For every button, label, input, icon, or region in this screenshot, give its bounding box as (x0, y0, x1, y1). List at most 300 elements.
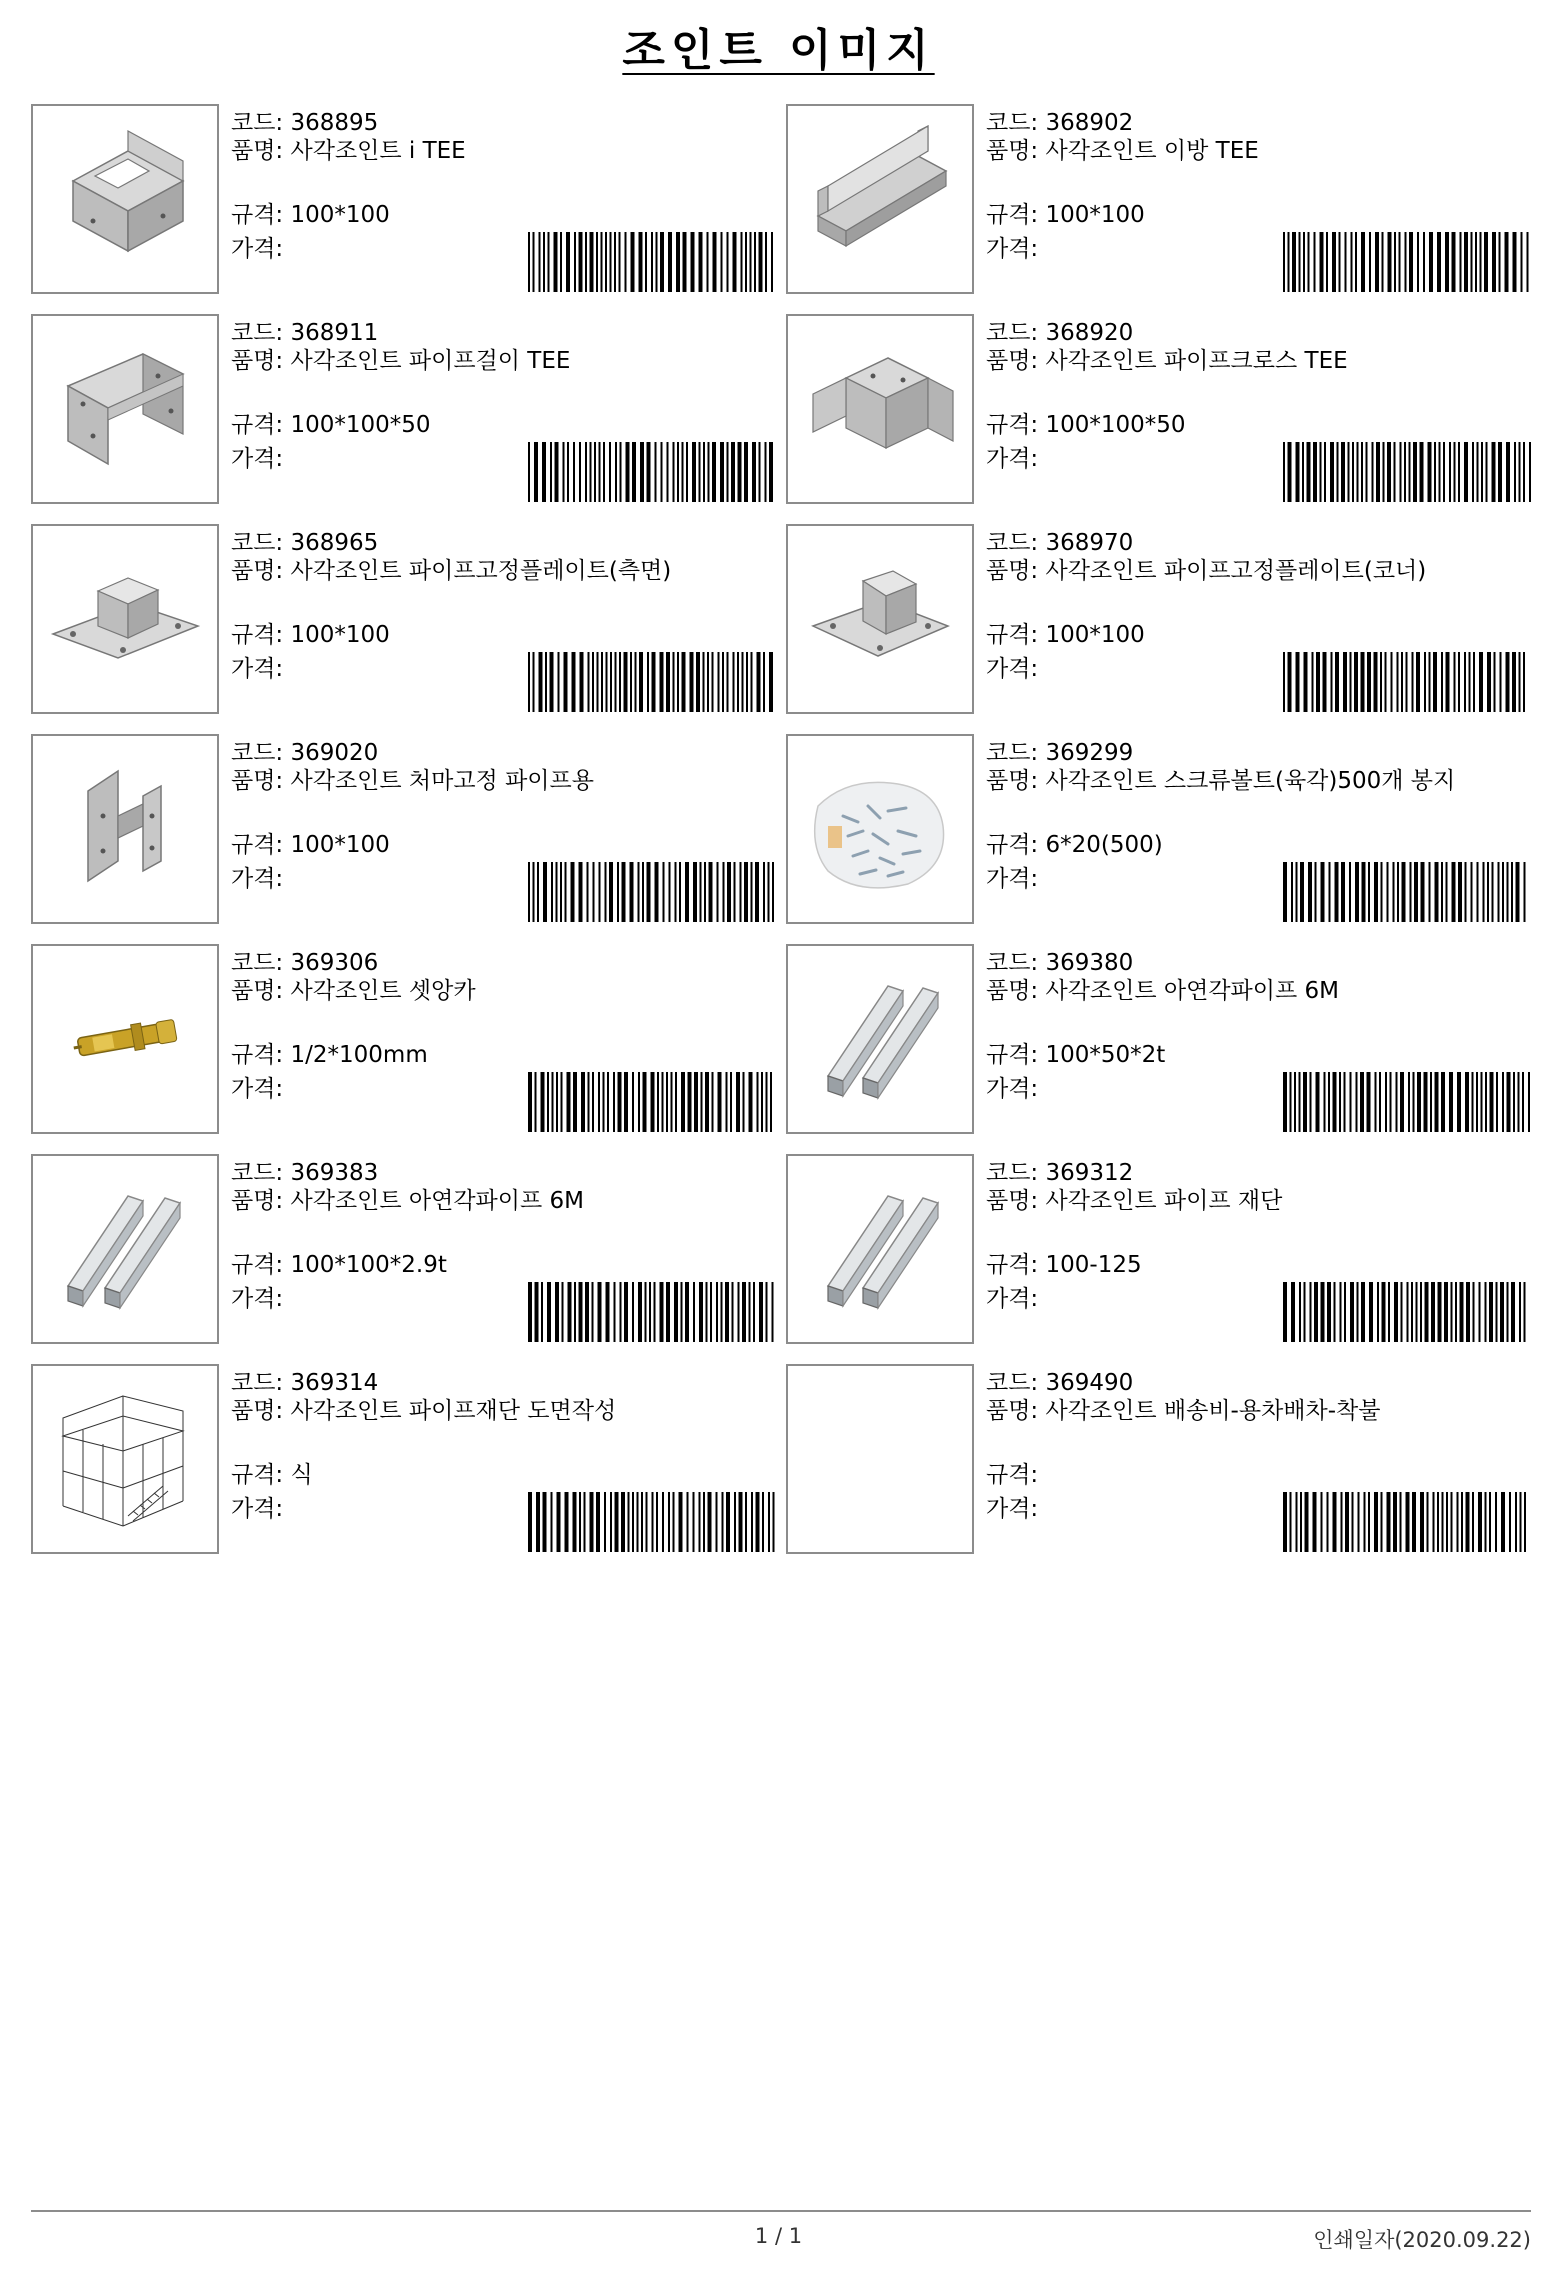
product-name: 품명: 사각조인트 셋앙카 (231, 978, 476, 1004)
product-price: 가격: (986, 866, 1046, 892)
barcode-bar (718, 652, 720, 712)
barcode-bar (1461, 1492, 1463, 1552)
barcode-bar (1454, 442, 1456, 502)
product-name: 품명: 사각조인트 이방 TEE (986, 138, 1259, 164)
product-code: 코드: 369490 (986, 1370, 1134, 1396)
product-card[interactable] (786, 944, 1531, 1134)
barcode-bar (1333, 1072, 1337, 1132)
base-plate-side-icon (33, 526, 217, 712)
product-price: 가격: (986, 1286, 1046, 1312)
barcode-bar (1368, 862, 1370, 922)
barcode-bar (1310, 1072, 1312, 1132)
barcode-bar (543, 232, 545, 292)
barcode-bar (675, 862, 677, 922)
barcode-bar (699, 232, 703, 292)
barcode-bar (1412, 652, 1414, 712)
product-image (786, 314, 974, 504)
barcode-bar (1420, 1492, 1424, 1552)
barcode-bar (1511, 862, 1513, 922)
barcode-bar (584, 1492, 586, 1552)
barcode-bar (596, 232, 598, 292)
product-name: 품명: 사각조인트 파이프크로스 TEE (986, 348, 1348, 374)
barcode-bar (637, 1492, 639, 1552)
barcode-bar (615, 442, 617, 502)
product-code: 코드: 369380 (986, 950, 1134, 976)
barcode-bar (756, 1492, 760, 1552)
barcode-bar (1329, 862, 1331, 922)
barcode-bar (1446, 862, 1448, 922)
barcode-bar (1424, 652, 1426, 712)
barcode-bar (1413, 1072, 1415, 1132)
barcode-bar (675, 1072, 677, 1132)
product-price: 가격: (231, 446, 291, 472)
barcode-bar (574, 232, 576, 292)
barcode-bar (773, 1492, 775, 1552)
barcode-bar (1383, 442, 1385, 502)
barcode-bar (1387, 1492, 1391, 1552)
barcode-bar (1302, 442, 1304, 502)
product-code: 코드: 369383 (231, 1160, 379, 1186)
barcode-bar (1283, 442, 1285, 502)
barcode-bar (1449, 1072, 1453, 1132)
barcode-bar (581, 1072, 585, 1132)
barcode-bar (751, 652, 753, 712)
barcode-bar (580, 652, 584, 712)
barcode-bar (1393, 1492, 1397, 1552)
barcode-bar (539, 652, 543, 712)
product-price: 가격: (231, 1076, 291, 1102)
barcode-bar (681, 1282, 683, 1342)
barcode-bar (772, 1282, 774, 1342)
barcode-bar (769, 652, 773, 712)
barcode-bar (1335, 652, 1339, 712)
barcode-bar (541, 1282, 543, 1342)
barcode-bar (638, 1282, 642, 1342)
barcode-bar (1288, 652, 1292, 712)
barcode-bar (705, 1072, 709, 1132)
barcode-bar (751, 1492, 753, 1552)
barcode-bar (739, 1492, 743, 1552)
barcode-bar (552, 1072, 554, 1132)
barcode (528, 652, 776, 712)
barcode-bar (622, 862, 626, 922)
barcode-bar (738, 442, 742, 502)
product-code: 코드: 369314 (231, 1370, 379, 1396)
barcode-bar (1327, 1282, 1331, 1342)
product-card[interactable] (31, 944, 776, 1134)
barcode-bar (1345, 1492, 1349, 1552)
barcode-bar (677, 652, 679, 712)
barcode-bar (1369, 1282, 1373, 1342)
barcode-bar (534, 442, 538, 502)
barcode-bar (662, 1492, 664, 1552)
barcode-bar (693, 1492, 695, 1552)
barcode-bar (1413, 442, 1417, 502)
barcode-bar (567, 1072, 571, 1132)
barcode-bar (624, 652, 628, 712)
product-card[interactable] (31, 524, 776, 714)
barcode-bar (605, 232, 607, 292)
barcode-bar (1366, 442, 1368, 502)
barcode-bar (656, 1492, 658, 1552)
barcode-bar (1324, 1072, 1326, 1132)
product-card[interactable] (31, 314, 776, 504)
barcode-bar (1303, 1072, 1307, 1132)
barcode-bar (605, 862, 607, 922)
barcode-bar (706, 1282, 708, 1342)
barcode-bar (1465, 862, 1467, 922)
barcode-bar (704, 862, 706, 922)
barcode-bar (1350, 1282, 1354, 1342)
barcode-bar (638, 862, 640, 922)
barcode-bar (1339, 232, 1341, 292)
barcode-bar (625, 232, 627, 292)
barcode-bar (621, 1492, 625, 1552)
product-card[interactable] (786, 1364, 1531, 1554)
barcode-bar (649, 1282, 651, 1342)
barcode-bar (1313, 442, 1317, 502)
barcode-bar (641, 1492, 643, 1552)
barcode-bar (685, 862, 689, 922)
barcode-bar (550, 652, 554, 712)
barcode-bar (624, 1282, 628, 1342)
product-price: 가격: (986, 446, 1046, 472)
barcode-bar (557, 1492, 561, 1552)
product-code: 코드: 369020 (231, 740, 379, 766)
barcode-bar (699, 442, 701, 502)
barcode-bar (651, 232, 653, 292)
barcode-bar (620, 442, 622, 502)
barcode-bar (1438, 1282, 1442, 1342)
barcode-bar (1416, 1282, 1418, 1342)
barcode-bar (721, 232, 723, 292)
barcode-bar (1283, 1492, 1287, 1552)
barcode-bar (632, 442, 636, 502)
barcode-bar (638, 1072, 640, 1132)
barcode-bar (1369, 232, 1371, 292)
barcode-bar (654, 1282, 656, 1342)
barcode-bar (717, 862, 719, 922)
barcode-bar (596, 1492, 600, 1552)
barcode-bar (1292, 232, 1296, 292)
barcode-bar (1394, 1282, 1398, 1342)
barcode-bar (528, 652, 530, 712)
barcode-bar (1299, 232, 1301, 292)
barcode-bar (1513, 232, 1517, 292)
barcode-bar (1308, 232, 1310, 292)
barcode-bar (1402, 862, 1406, 922)
barcode-bar (1511, 1282, 1515, 1342)
barcode-bar (1305, 1492, 1309, 1552)
barcode (528, 862, 776, 922)
barcode-bar (768, 1492, 770, 1552)
barcode (528, 1492, 776, 1552)
barcode-bar (1331, 652, 1333, 712)
barcode-bar (1382, 1282, 1386, 1342)
barcode-bar (727, 232, 729, 292)
barcode-bar (543, 1492, 547, 1552)
barcode-bar (579, 862, 583, 922)
barcode-bar (666, 1282, 670, 1342)
barcode-bar (1528, 1072, 1530, 1132)
barcode-bar (1393, 862, 1395, 922)
barcode-bar (560, 862, 562, 922)
barcode-bar (712, 652, 714, 712)
barcode-bar (601, 232, 603, 292)
product-card[interactable] (31, 1154, 776, 1344)
product-name: 품명: 사각조인트 파이프걸이 TEE (231, 348, 571, 374)
barcode-bar (579, 1492, 581, 1552)
barcode-bar (1357, 442, 1359, 502)
barcode-bar (1334, 1282, 1336, 1342)
barcode-bar (1496, 1282, 1498, 1342)
barcode-bar (585, 1282, 589, 1342)
barcode-bar (681, 1072, 685, 1132)
product-card[interactable] (786, 1154, 1531, 1344)
barcode-bar (619, 232, 621, 292)
barcode-bar (1452, 232, 1456, 292)
barcode-bar (1296, 862, 1298, 922)
barcode-bar (571, 862, 575, 922)
barcode-bar (671, 1072, 673, 1132)
barcode-bar (1361, 232, 1365, 292)
page-title: 조인트 이미지 (622, 25, 935, 76)
barcode-bar (1374, 1492, 1378, 1552)
barcode-bar (710, 1282, 712, 1342)
product-image (31, 314, 219, 504)
barcode-bar (1339, 1072, 1341, 1132)
barcode-bar (1471, 232, 1473, 292)
barcode-bar (708, 442, 710, 502)
barcode-bar (1412, 1492, 1416, 1552)
barcode-bar (1401, 652, 1403, 712)
print-date: 인쇄일자(2020.09.22) (1313, 2228, 1531, 2252)
barcode-bar (742, 1282, 746, 1342)
product-image (786, 524, 974, 714)
product-spec: 규격: 6*20(500) (986, 832, 1163, 858)
product-name: 품명: 사각조인트 i TEE (231, 138, 466, 164)
barcode-bar (1409, 442, 1411, 502)
barcode-bar (1421, 862, 1425, 922)
barcode-bar (1458, 862, 1462, 922)
barcode-bar (727, 862, 731, 922)
eave-bracket-icon (33, 736, 217, 922)
barcode-bar (1472, 1072, 1474, 1132)
product-card[interactable] (786, 314, 1531, 504)
footer-divider (31, 2210, 1531, 2212)
barcode-bar (1375, 232, 1379, 292)
barcode-bar (730, 1072, 732, 1132)
barcode-bar (528, 1072, 532, 1132)
barcode-bar (703, 1492, 705, 1552)
barcode-bar (610, 232, 612, 292)
product-card[interactable] (31, 1364, 776, 1554)
barcode-bar (1283, 232, 1285, 292)
barcode-bar (1435, 862, 1439, 922)
barcode-bar (707, 232, 709, 292)
product-code: 코드: 369312 (986, 1160, 1134, 1186)
barcode-bar (573, 442, 575, 502)
barcode-bar (1314, 1282, 1318, 1342)
barcode-bar (1478, 1492, 1482, 1552)
barcode-bar (755, 862, 759, 922)
barcode-bar (693, 862, 697, 922)
barcode-bar (1429, 232, 1433, 292)
barcode-bar (1505, 232, 1509, 292)
barcode-bar (639, 652, 643, 712)
barcode-bar (765, 442, 767, 502)
barcode-bar (746, 652, 748, 712)
barcode-bar (1489, 1282, 1493, 1342)
barcode-bar (1477, 442, 1479, 502)
product-price: 가격: (986, 656, 1046, 682)
barcode-bar (1428, 442, 1432, 502)
barcode-bar (599, 862, 601, 922)
barcode-bar (1500, 652, 1502, 712)
barcode-bar (1375, 1072, 1377, 1132)
barcode-bar (1527, 232, 1529, 292)
barcode-bar (677, 442, 679, 502)
barcode-bar (1367, 652, 1371, 712)
product-name: 품명: 사각조인트 아연각파이프 6M (986, 978, 1339, 1004)
barcode-bar (1420, 1282, 1422, 1342)
product-card[interactable] (786, 524, 1531, 714)
barcode-bar (1446, 652, 1450, 712)
barcode-bar (542, 442, 546, 502)
barcode-bar (1376, 442, 1380, 502)
barcode-bar (1514, 442, 1516, 502)
barcode-bar (632, 1492, 634, 1552)
barcode-bar (1380, 652, 1382, 712)
barcode-bar (1458, 442, 1460, 502)
barcode-bar (1291, 1282, 1295, 1342)
barcode-bar (573, 1492, 577, 1552)
barcode-bar (1472, 442, 1474, 502)
barcode-bar (721, 1282, 723, 1342)
barcode-bar (771, 232, 773, 292)
barcode-bar (1446, 1492, 1448, 1552)
square-joint-two-way-tee-icon (788, 106, 972, 292)
barcode-bar (1455, 1282, 1457, 1342)
barcode-bar (734, 862, 736, 922)
barcode-bar (1357, 1282, 1359, 1342)
barcode-bar (646, 1492, 648, 1552)
barcode-bar (574, 1282, 576, 1342)
product-card[interactable] (31, 734, 776, 924)
barcode-bar (734, 1492, 736, 1552)
barcode-bar (692, 442, 696, 502)
barcode-bar (590, 232, 594, 292)
barcode-bar (1381, 862, 1383, 922)
barcode-bar (720, 442, 724, 502)
barcode-bar (590, 442, 592, 502)
barcode-bar (660, 232, 664, 292)
barcode-bar (1404, 442, 1406, 502)
barcode-bar (539, 232, 541, 292)
product-price: 가격: (231, 1496, 291, 1522)
barcode-bar (645, 232, 647, 292)
barcode-bar (1477, 862, 1479, 922)
product-card[interactable] (31, 104, 776, 294)
square-pipe-icon (788, 1156, 972, 1342)
barcode-bar (1283, 862, 1287, 922)
barcode-bar (1516, 862, 1520, 922)
product-image (786, 734, 974, 924)
barcode-bar (687, 1492, 689, 1552)
barcode-bar (563, 442, 565, 502)
barcode-bar (528, 442, 530, 502)
barcode-bar (1361, 652, 1365, 712)
barcode-bar (1485, 1492, 1487, 1552)
barcode-bar (635, 652, 637, 712)
barcode-bar (694, 1072, 698, 1132)
barcode-bar (1498, 442, 1502, 502)
barcode-bar (639, 232, 643, 292)
barcode-bar (1483, 862, 1485, 922)
barcode-bar (1396, 1072, 1398, 1132)
barcode-bar (713, 232, 717, 292)
barcode-bar (548, 232, 550, 292)
barcode-bar (666, 1072, 668, 1132)
barcode-bar (1391, 652, 1393, 712)
barcode-bar (598, 1282, 602, 1342)
barcode-bar (1457, 1492, 1459, 1552)
barcode-bar (707, 652, 709, 712)
barcode-bar (1372, 442, 1374, 502)
barcode-bar (593, 862, 595, 922)
barcode-bar (1288, 232, 1290, 292)
barcode-bar (749, 1282, 751, 1342)
barcode-bar (1495, 1492, 1497, 1552)
barcode-bar (1348, 442, 1350, 502)
barcode-bar (604, 1492, 606, 1552)
barcode-bar (647, 652, 649, 712)
barcode-bar (1303, 232, 1305, 292)
barcode-bar (1506, 442, 1510, 502)
barcode-bar (733, 652, 735, 712)
barcode-bar (1320, 232, 1324, 292)
square-pipe-icon (788, 946, 972, 1132)
barcode-bar (1489, 1492, 1491, 1552)
barcode-bar (606, 1282, 610, 1342)
barcode-bar (1457, 1072, 1461, 1132)
barcode-bar (1358, 1492, 1360, 1552)
barcode-bar (1283, 652, 1285, 712)
product-card[interactable] (786, 734, 1531, 924)
barcode-bar (667, 442, 669, 502)
barcode-bar (1437, 232, 1441, 292)
barcode-bar (1417, 232, 1419, 292)
barcode-bar (1341, 862, 1345, 922)
barcode-bar (1406, 652, 1408, 712)
barcode-bar (1320, 442, 1322, 502)
barcode-bar (592, 1282, 594, 1342)
barcode-bar (1492, 862, 1494, 922)
barcode-bar (1364, 1492, 1366, 1552)
product-code: 코드: 369299 (986, 740, 1134, 766)
barcode-bar (1399, 232, 1401, 292)
barcode-bar (1283, 1282, 1287, 1342)
barcode-bar (1475, 232, 1477, 292)
product-card[interactable] (786, 104, 1531, 294)
barcode-bar (1296, 652, 1300, 712)
barcode-bar (1449, 442, 1451, 502)
barcode-bar (742, 652, 744, 712)
barcode-bar (761, 1072, 763, 1132)
barcode-bar (1469, 652, 1471, 712)
pipe-hanger-tee-icon (33, 316, 217, 502)
barcode-bar (632, 1072, 634, 1132)
